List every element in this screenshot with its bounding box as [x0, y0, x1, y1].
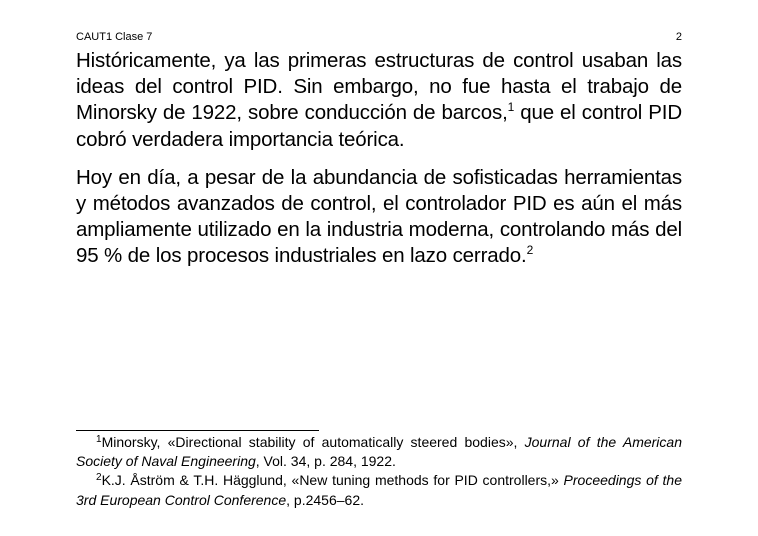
- page-number: 2: [675, 31, 682, 43]
- footnote-2-mark: 2: [96, 472, 102, 484]
- footnote-1-text: Minorsky, «Directional stability of automatically steered bodies»,: [101, 434, 525, 450]
- footnote-ref-1: 1: [507, 100, 515, 115]
- paragraph-2-text: Hoy en día, a pesar de la abundancia de sofisticadas herramientas y métodos avanzados de control, el controlador PID es aún el más ampliamente utilizado en la industria moderna, controlando más del 95 % de los procesos industriales en lazo cerrado.: [76, 165, 682, 268]
- footnote-ref-2: 2: [526, 243, 534, 258]
- footnote-rule: [76, 430, 319, 431]
- header-title: CAUT1 Clase 7: [76, 31, 153, 43]
- footnote-1: [76, 433, 682, 471]
- footnote-1-journal: Journal of the American Society of Naval Engineering: [76, 434, 682, 470]
- page-header: [76, 31, 682, 44]
- footnote-2-text: K.J. Åström & T.H. Hägglund, «New tuning methods for PID controllers,»: [101, 472, 564, 489]
- paragraph-2: [76, 165, 682, 270]
- footnote-2: [76, 471, 682, 509]
- paragraph-1-text-a: Históricamente, ya las primeras estructuras de control usaban las ideas del control PID. Sin embargo, no fue hasta el trabajo de Minorsky de 1922, sobre conducción de barcos,: [76, 49, 682, 125]
- footnote-2-journal: Proceedings of the 3rd European Control Conference: [76, 472, 682, 508]
- paragraph-1: [76, 48, 682, 153]
- paragraph-1-text-b: que el control PID cobró verdadera importancia teórica.: [76, 101, 682, 151]
- footnotes: [76, 433, 682, 510]
- footnote-1-rest: , Vol. 34, p. 284, 1922.: [255, 453, 396, 470]
- footnote-2-rest: , p.2456–62.: [286, 491, 364, 508]
- main-text: [76, 48, 682, 270]
- footnote-1-mark: 1: [96, 434, 102, 445]
